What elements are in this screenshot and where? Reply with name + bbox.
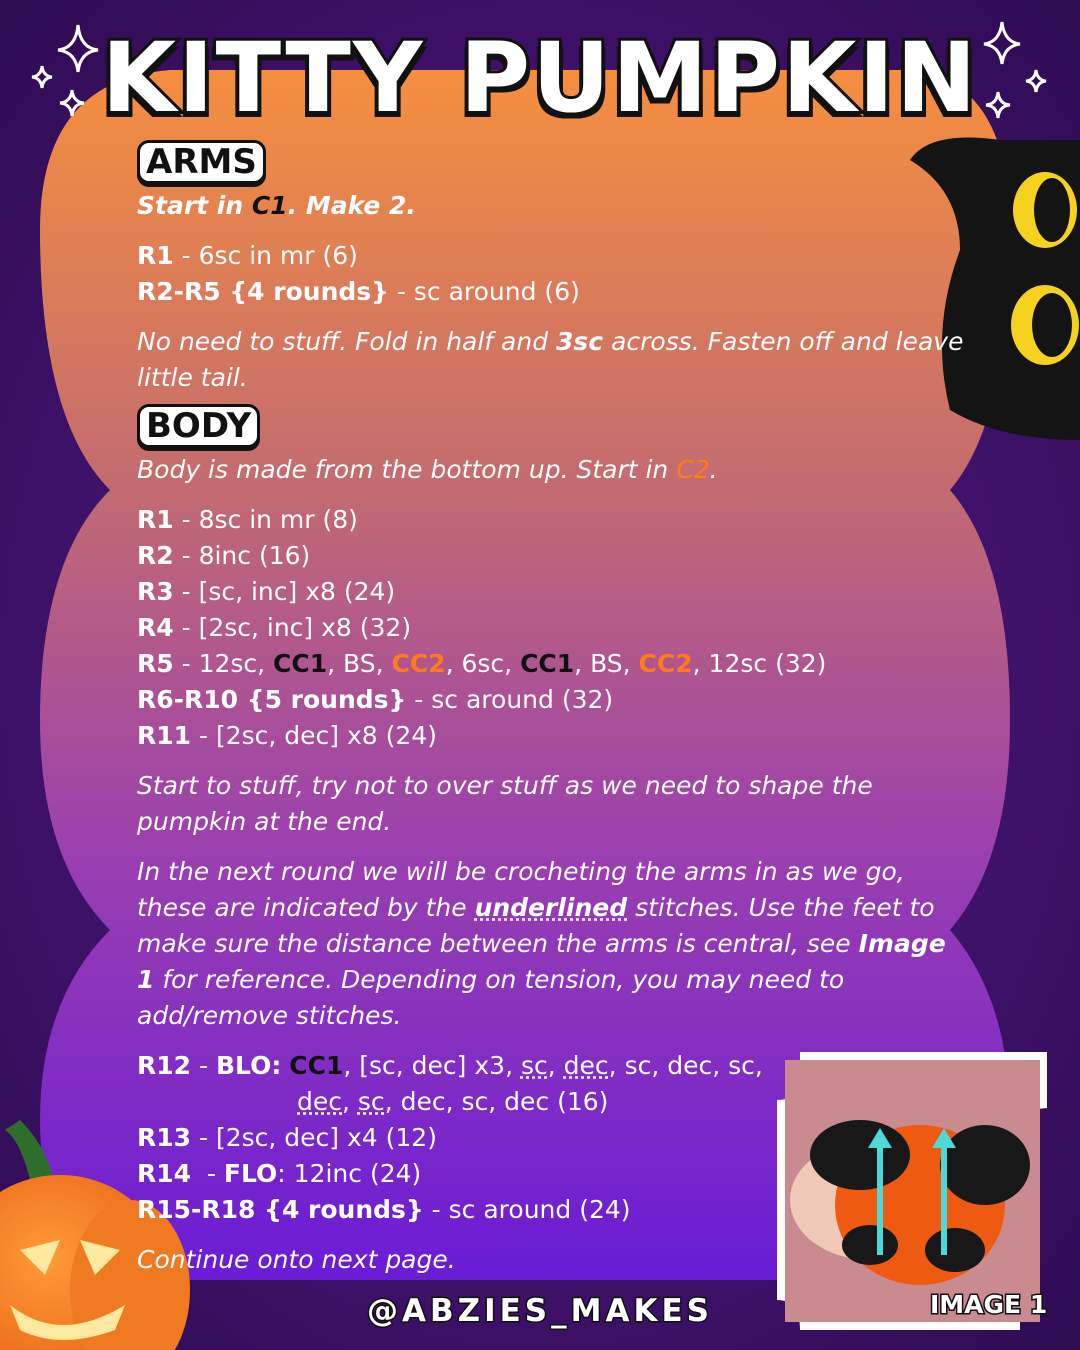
pattern-row: R1 - 6sc in mr (6): [137, 241, 358, 270]
pattern-row: R6-R10 {5 rounds} - sc around (32): [137, 685, 614, 714]
pattern-row: R3 - [sc, inc] x8 (24): [137, 577, 396, 606]
pattern-row: R14 - FLO: 12inc (24): [137, 1159, 422, 1188]
pattern-row: R11 - [2sc, dec] x8 (24): [137, 721, 437, 750]
arms-note: No need to stuff. Fold in half and 3sc across. Fasten off and leave little tail.: [137, 327, 964, 392]
pattern-row: R4 - [2sc, inc] x8 (32): [137, 613, 412, 642]
pattern-row-continued: dec, sc, dec, sc, dec (16): [297, 1087, 609, 1116]
pattern-row: R2 - 8inc (16): [137, 541, 311, 570]
section-heading-arms: ARMS: [137, 140, 266, 184]
pattern-row: R1 - 8sc in mr (8): [137, 505, 358, 534]
continue-note: Continue onto next page.: [137, 1245, 456, 1274]
pattern-row: R12 - BLO: CC1, [sc, dec] x3, sc, dec, sc, dec, sc,: [137, 1051, 763, 1080]
creator-handle: @ABZIES_MAKES: [366, 1293, 713, 1329]
pattern-row: R15-R18 {4 rounds} - sc around (24): [137, 1195, 631, 1224]
arms-intro: Start in C1. Make 2.: [137, 191, 416, 220]
pattern-row: R13 - [2sc, dec] x4 (12): [137, 1123, 437, 1152]
section-heading-body: BODY: [137, 404, 260, 448]
pattern-row: R5 - 12sc, CC1, BS, CC2, 6sc, CC1, BS, CC2, 12sc (32): [137, 649, 827, 678]
stuffing-note: Start to stuff, try not to over stuff as we need to shape the pumpkin at the end.: [137, 771, 873, 836]
pattern-content: [137, 140, 967, 1278]
arms-attach-note: In the next round we will be crocheting the arms in as we go, these are indicated by the underlined stitches. Use the feet to make sure the distance between the arms is central, see Image 1 for reference. Depending on tension, you may need to add/remove stitches.: [137, 857, 946, 1030]
image-label: IMAGE 1: [930, 1290, 1048, 1319]
body-intro: Body is made from the bottom up. Start in C2.: [137, 455, 718, 484]
pattern-row: R2-R5 {4 rounds} - sc around (6): [137, 277, 580, 306]
page-title: KITTY PUMPKIN: [101, 22, 979, 134]
